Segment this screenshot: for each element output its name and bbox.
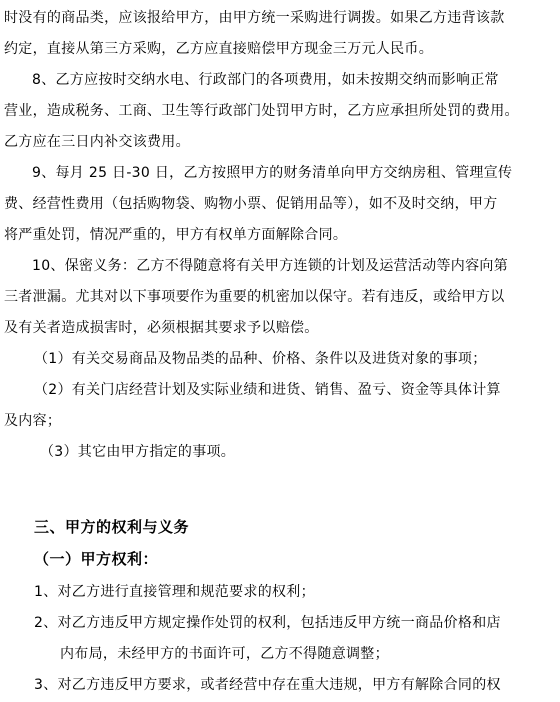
list-item-text: （1）有关交易商品及物品类的品种、价格、条件以及进货对象的事项； (34, 351, 487, 367)
list-item-text: （2）有关门店经营计划及实际业绩和进货、销售、盈亏、资金等具体计算 (34, 382, 501, 398)
text-line: 及有关者造成损害时，必须根据其要求予以赔偿。 (4, 320, 319, 336)
subsection-heading: （一）甲方权利： (34, 550, 159, 568)
numbered-item-text: 3、对乙方违反甲方要求，或者经营中存在重大违规，甲方有解除合同的权 (34, 677, 501, 693)
text-line: 营业，造成税务、工商、卫生等行政部门处罚甲方时，乙方应承担所处罚的费用。 (4, 103, 519, 119)
numbered-item-text: 1、对乙方进行直接管理和规范要求的权利； (34, 584, 315, 600)
section-heading: 三、甲方的权利与义务 (34, 518, 190, 536)
text-line: 约定，直接从第三方采购，乙方应直接赔偿甲方现金三万元人民币。 (4, 41, 433, 57)
text-line: 9、每月 25 日-30 日，乙方按照甲方的财务清单向甲方交纳房租、管理宣传 (32, 165, 513, 181)
text-line: 三者泄漏。尤其对以下事项要作为重要的机密加以保守。若有违反，或给甲方以 (4, 289, 505, 305)
text-line: 时没有的商品类，应该报给甲方，由甲方统一采购进行调拨。如果乙方违背该款 (4, 10, 505, 26)
numbered-item-continuation: 内布局，未经甲方的书面许可，乙方不得随意调整； (60, 646, 389, 662)
text-line: 及内容； (4, 413, 62, 429)
text-line: 乙方应在三日内补交该费用。 (4, 134, 190, 150)
text-line: 8、乙方应按时交纳水电、行政部门的各项费用，如未按期交纳而影响正常 (32, 72, 499, 88)
numbered-item-text: 2、对乙方违反甲方规定操作处罚的权利，包括违反甲方统一商品价格和店 (34, 615, 501, 631)
text-line: 将严重处罚，情况严重的，甲方有权单方面解除合同。 (4, 227, 348, 243)
list-item-text: （3）其它由甲方指定的事项。 (40, 444, 236, 460)
text-line: 10、保密义务：乙方不得随意将有关甲方连锁的计划及运营活动等内容向第 (32, 258, 509, 274)
text-line: 费、经营性费用（包括购物袋、购物小票、促销用品等），如不及时交纳，甲方 (4, 196, 498, 212)
